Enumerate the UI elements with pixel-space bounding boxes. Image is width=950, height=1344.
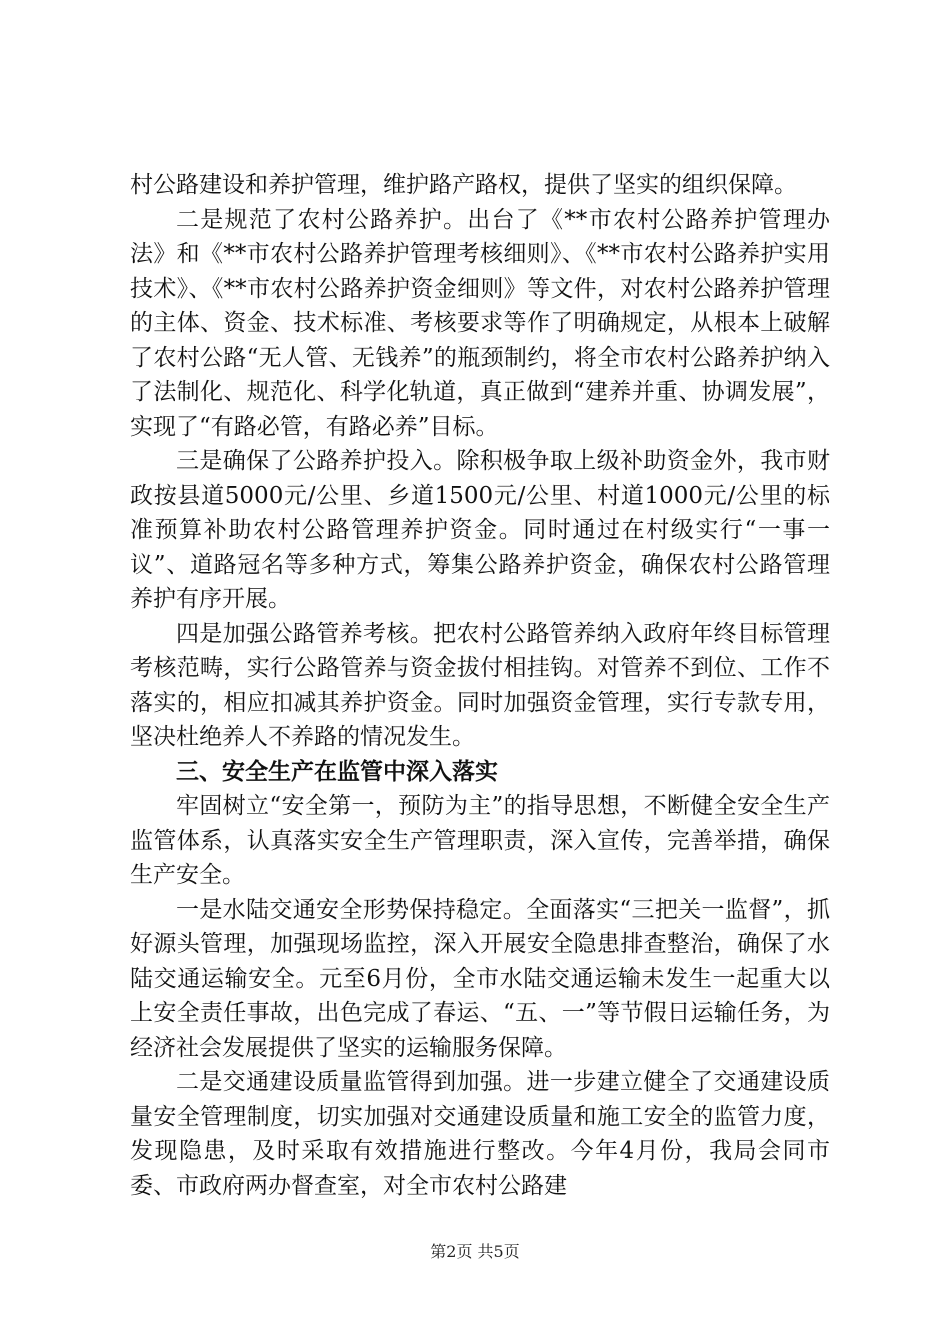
paragraph-continuation: 村公路建设和养护管理，维护路产路权，提供了坚实的组织保障。 [130, 172, 797, 198]
paragraph-road-maintenance-rules: 二是规范了农村公路养护。出台了《**市农村公路养护管理办法》和《**市农村公路养护管理考核细则》、《**市农村公路养护实用技术》、《**市农村公路养护资金细则》等文件，对农村公路养护管理的主体、资金、技术标准、考核要求等作了明确规定，从根本上破解了农村公路“无人管、无钱养”的瓶颈制约，将全市农村公路养护纳入了法制化、规范化、科学化轨道，真正做到“建养并重、协调发展”，实现了“有路必管，有路必养”目标。 [130, 206, 830, 440]
paragraph-maintenance-funding: 三是确保了公路养护投入。除积极争取上级补助资金外，我市财政按县道5000元/公里、乡道1500元/公里、村道1000元/公里的标准预算补助农村公路管理养护资金。同时通过在村级实行“一事一议”、道路冠名等多种方式，筹集公路养护资金，确保农村公路管理养护有序开展。 [130, 448, 830, 612]
paragraph-maintenance-assessment: 四是加强公路管养考核。把农村公路管养纳入政府年终目标管理考核范畴，实行公路管养与资金拔付相挂钩。对管养不到位、工作不落实的，相应扣减其养护资金。同时加强资金管理，实行专款专用，坚决杜绝养人不养路的情况发生。 [130, 620, 830, 750]
document-body [130, 168, 830, 1203]
page-footer: 第2页 共5页 [430, 1242, 520, 1261]
paragraph-construction-quality: 二是交通建设质量监管得到加强。进一步建立健全了交通建设质量安全管理制度，切实加强对交通建设质量和施工安全的监管力度，发现隐患，及时采取有效措施进行整改。今年4月份，我局会同市委、市政府两办督查室，对全市农村公路建 [130, 1069, 830, 1199]
paragraph-traffic-safety: 一是水陆交通安全形势保持稳定。全面落实“三把关一监督”，抓好源头管理，加强现场监控，深入开展安全隐患排查整治，确保了水陆交通运输安全。元至6月份，全市水陆交通运输未发生一起重大以上安全责任事故，出色完成了春运、“五、一”等节假日运输任务，为经济社会发展提供了坚实的运输服务保障。 [130, 896, 830, 1061]
paragraph-safety-intro: 牢固树立“安全第一，预防为主”的指导思想，不断健全安全生产监管体系，认真落实安全生产管理职责，深入宣传，完善举措，确保生产安全。 [130, 793, 830, 888]
section-heading: 三、安全生产在监管中深入落实 [176, 758, 498, 785]
